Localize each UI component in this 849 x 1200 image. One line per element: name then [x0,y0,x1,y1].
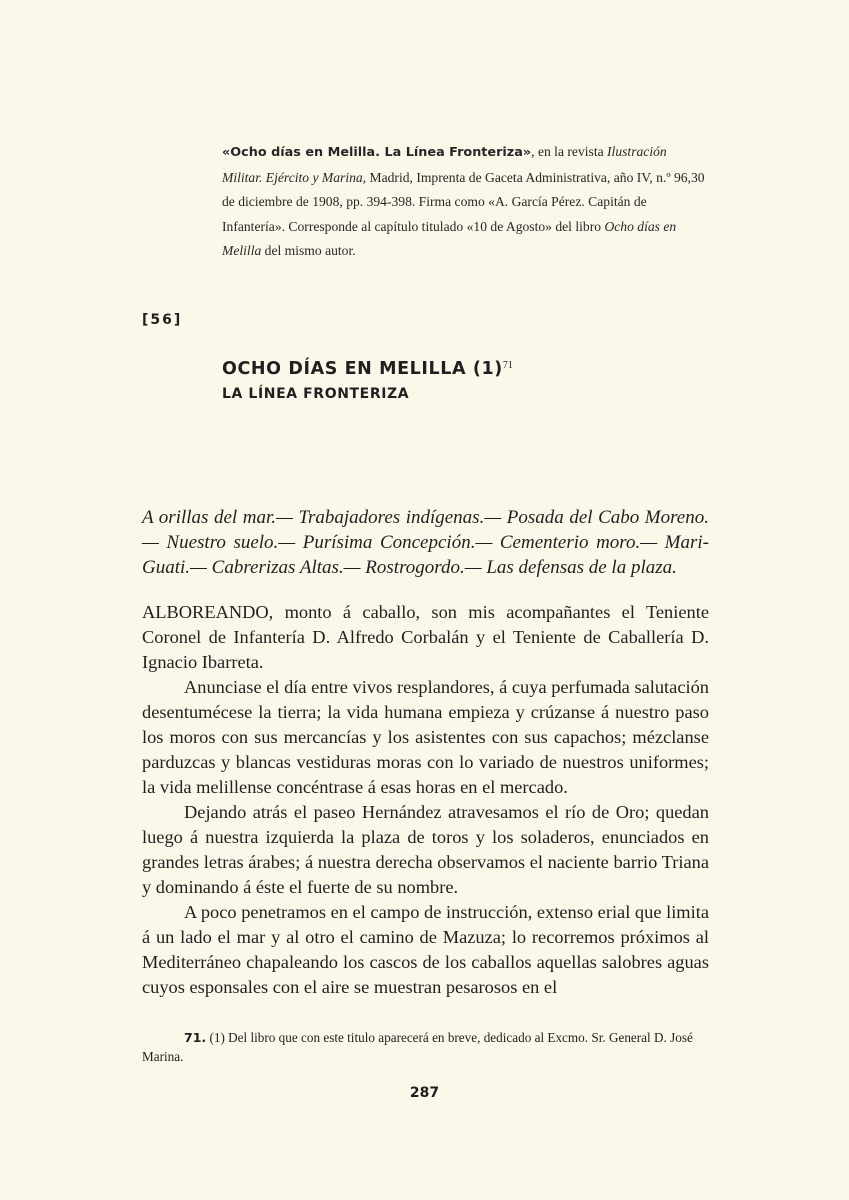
page-number: 287 [409,1085,440,1101]
body-text [142,600,709,1000]
paragraph: ALBOREANDO, monto á caballo, son mis acompañantes el Teniente Coronel de Infantería D. Alfredo Corbalán y el Teniente de Caballería D. Ignacio Ibarreta. [142,602,709,672]
chapter-summary: A orillas del mar.— Trabajadores indígenas.— Posada del Cabo Moreno.— Nuestro suelo.— Purísima Concepción.— Cementerio moro.— Mari-Guati.— Cabrerizas Altas.— Rostrogordo.— Las defensas de la plaza. [142,507,709,578]
source-note-text: Madrid, Imprenta de Gaceta Administrativa, año IV, n.º 96,30 de diciembre de 1908, pp. 394-398. Firma como «A. García Pérez. Capitán de Infantería». Corresponde al capítulo titulado «10 de Agosto» del libro [222,169,705,234]
chapter-title-text: OCHO DÍAS EN MELILLA (1) [222,359,503,379]
paragraph: A poco penetramos en el campo de instrucción, extenso erial que limita á un lado el mar y al otro el camino de Mazuza; lo recorremos próximos al Mediterráneo chapaleando los cascos de los caballos aquellas salobres aguas cuyos esponsales con el aire se muestran pesarosos en el [142,902,709,997]
footnote-reference[interactable]: 71 [502,360,513,371]
footnote-number: 71. [184,1030,207,1045]
paragraph: Dejando atrás el paseo Hernández atravesamos el río de Oro; quedan luego á nuestra izquierda la plaza de toros y los soladeros, enunciados en grandes letras árabes; á nuestra derecha observamos el naciente barrio Triana y dominando á éste el fuerte de su nombre. [142,802,709,897]
chapter-subtitle: LA LÍNEA FRONTERIZA [222,386,410,402]
source-note-book: Ocho días en Melilla [222,218,677,258]
chapter-title [222,359,513,379]
source-note-text: del mismo autor. [261,243,356,258]
footnote [142,1028,709,1066]
source-note-journal: Ilustración Militar. Ejército y Marina, [222,144,667,185]
source-note [222,140,708,264]
footnote-text: (1) Del libro que con este titulo aparecerá en breve, dedicado al Excmo. Sr. General D. José Marina. [142,1030,693,1064]
source-note-title: «Ocho días en Melilla. La Línea Fronteriza» [222,145,532,160]
original-page-marker: [56] [142,312,183,328]
paragraph: Anunciase el día entre vivos resplandores, á cuya perfumada salutación desentumécese la tierra; la vida humana empieza y crúzanse á nuestro paso los moros con sus mercancías y los asistentes con sus capachos; mézclanse parduzcas y blancas vestiduras moras con lo variado de nuestros uniformes; la vida melillense concéntrase á esas horas en el mercado. [142,677,709,797]
source-note-text: , en la revista [531,144,608,159]
